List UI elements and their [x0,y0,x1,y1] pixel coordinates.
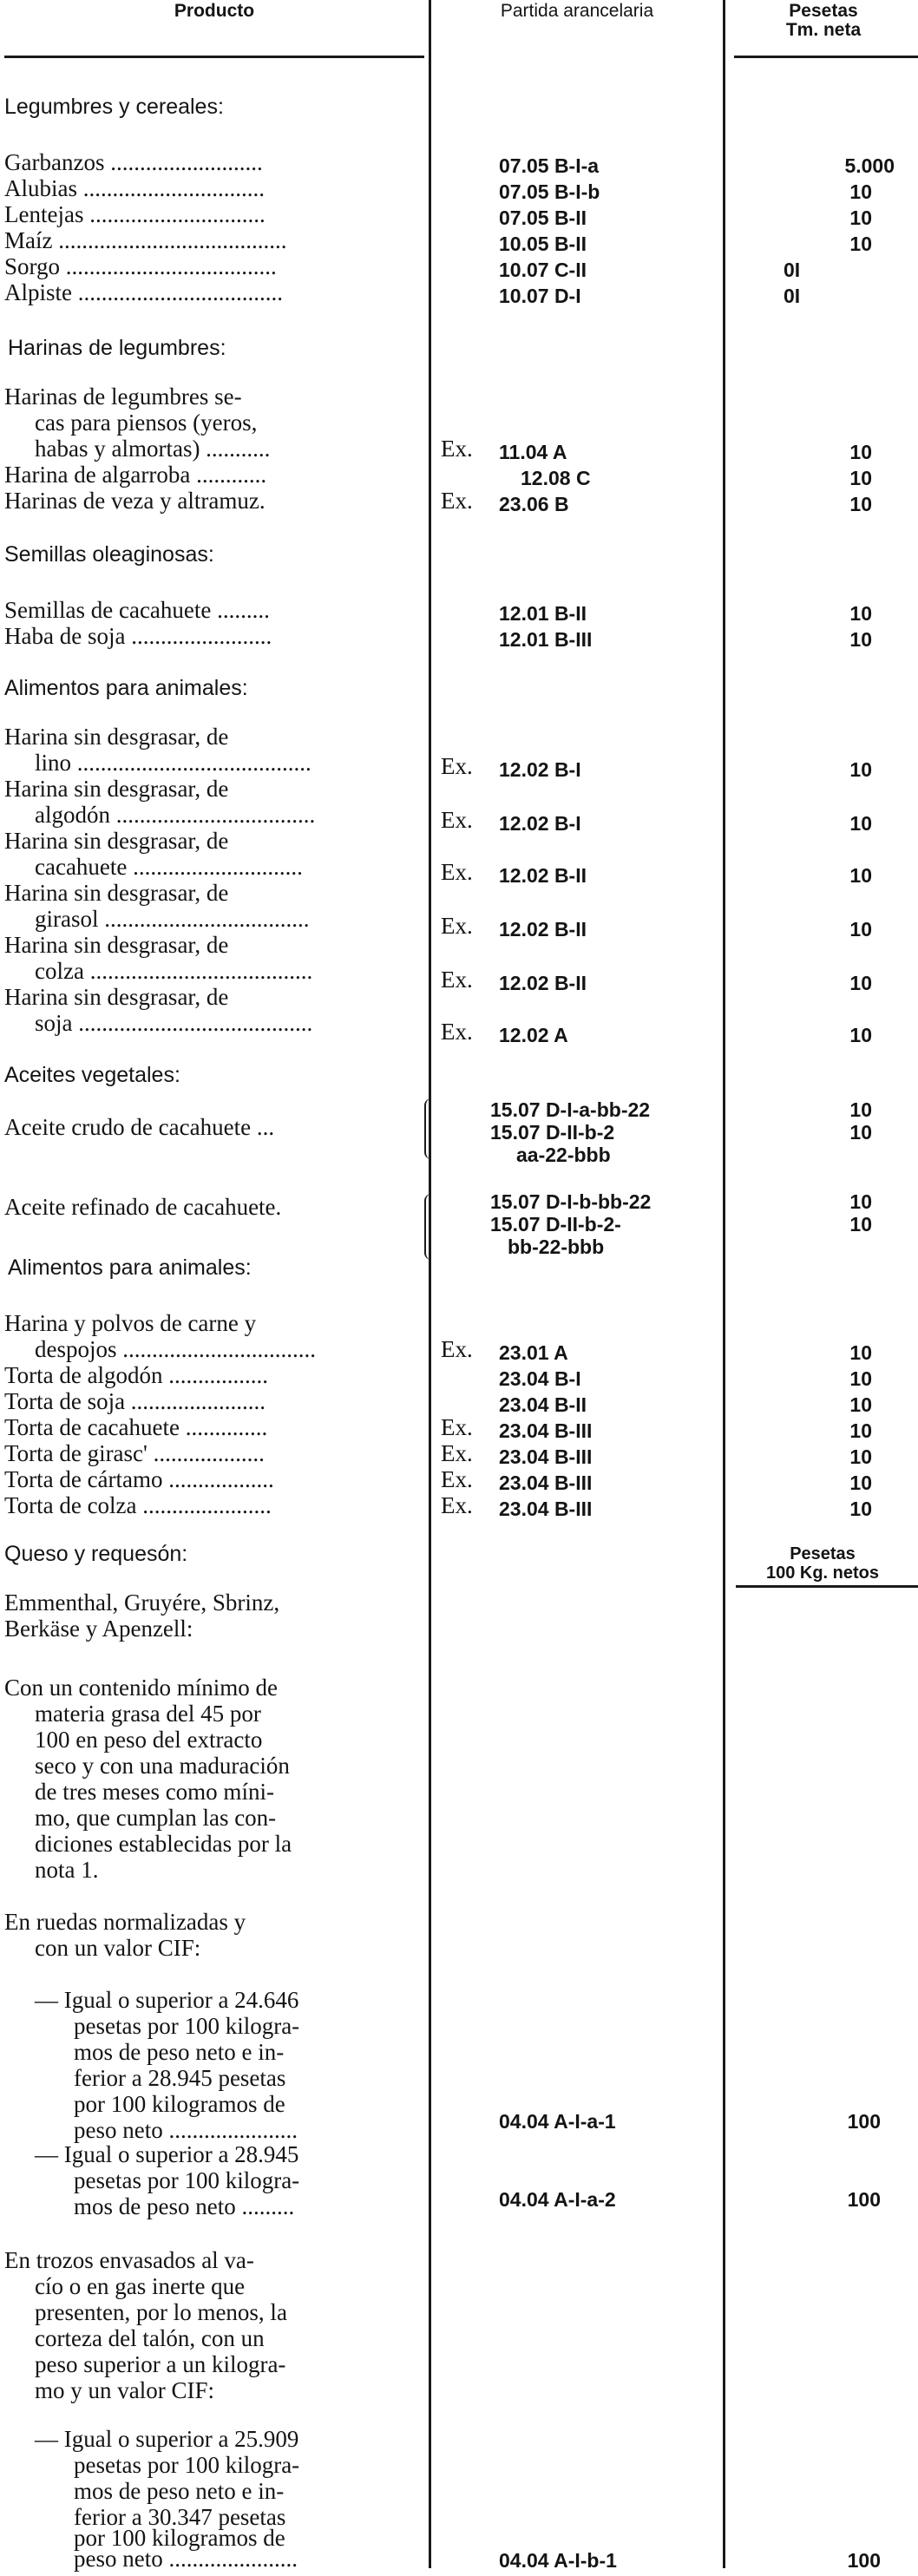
tariff-lentejas: 07.05 B-II [499,206,587,229]
value-torta-girasol: 10 [849,1445,872,1468]
value-lentejas: 10 [849,206,872,229]
queso-ruedas-l1: En ruedas normalizadas y [4,1909,246,1935]
tariff-soja-harina: 12.02 A [499,1024,568,1046]
value-aceite-crudo-1: 10 [849,1098,872,1121]
section-legumbres: Legumbres y cereales: [4,95,224,119]
value-queso-item2: 100 [847,2188,881,2211]
queso-cond-l5: de tres meses como míni- [35,1779,274,1805]
queso-cond-l6: mo, que cumplan las con- [35,1805,277,1831]
product-harinas-legumbres-l2: cas para piensos (yeros, [35,410,258,436]
queso-item2-l3: mos de peso neto ......... [74,2193,295,2219]
ex-cacahuete-harina: Ex. [441,859,473,885]
product-harinas-legumbres-l1: Harinas de legumbres se- [4,383,242,410]
value-girasol-harina: 10 [849,918,872,941]
tariff-girasol-harina: 12.02 B-II [499,918,587,941]
section-aceites: Aceites vegetales: [4,1063,180,1087]
value-torta-colza: 10 [849,1498,872,1520]
header-product: Producto [174,1,255,21]
ex-veza: Ex. [441,488,473,514]
queso-item3-l4: ferior a 30.347 pesetas [74,2504,286,2530]
tariff-maiz: 10.05 B-II [499,233,587,255]
column-divider-1 [429,0,431,2568]
value-soja-semillas: 10 [849,628,872,651]
ex-torta-colza: Ex. [441,1492,473,1518]
tariff-queso-item1: 04.04 A-I-a-1 [499,2110,616,2133]
queso-trozos-l1: En trozos envasados al va- [4,2247,254,2273]
value-aceite-refinado-1: 10 [849,1190,872,1213]
ex-soja-harina: Ex. [441,1019,473,1045]
queso-types-l2: Berkäse y Apenzell: [4,1616,193,1642]
header-unit-line2: Tm. neta [785,20,862,40]
tariff-soja-semillas: 12.01 B-III [499,628,593,651]
queso-item3-l5: por 100 kilogramos de [74,2525,285,2551]
header-rule-unit [734,56,918,58]
queso-trozos-l5: peso superior a un kilogra- [35,2351,286,2377]
unit2-line2: 100 Kg. netos [765,1563,880,1583]
ex-harinas-legumbres: Ex. [441,436,473,462]
tariff-torta-girasol: 23.04 B-III [499,1445,593,1468]
tariff-veza: 23.06 B [499,493,569,515]
value-harinas-legumbres: 10 [849,441,872,463]
ex-carne: Ex. [441,1336,473,1362]
value-queso-item1: 100 [847,2110,881,2133]
section-harinas-legumbres: Harinas de legumbres: [8,336,226,360]
product-harinas-legumbres-l3: habas y almortas) ........... [35,436,271,462]
product-girasol-harina-l2: girasol ................................... [35,906,310,932]
queso-item3-l3: mos de peso neto e in- [74,2478,285,2504]
value-torta-cartamo: 10 [849,1472,872,1494]
product-lentejas: Lentejas .............................. [4,201,266,227]
queso-item3-l2: pesetas por 100 kilogra- [74,2452,300,2478]
product-lino-l2: lino ........................................ [35,750,311,776]
value-maiz: 10 [849,233,872,255]
product-sorgo: Sorgo .................................... [4,253,277,279]
value-veza: 10 [849,493,872,515]
value-sorgo: 0I [784,259,801,281]
product-aceite-crudo: Aceite crudo de cacahuete ... [4,1114,275,1140]
value-cacahuete-semillas: 10 [849,602,872,625]
product-soja-harina-l2: soja ........................................ [35,1010,313,1036]
product-alubias: Alubias ............................... [4,175,265,201]
tariff-garbanzos: 07.05 B-I-a [499,154,600,177]
product-girasol-harina-l1: Harina sin desgrasar, de [4,880,229,906]
product-torta-girasol: Torta de girasc' ................... [4,1440,265,1466]
product-algodon-l2: algodón .................................. [35,802,316,828]
section-queso: Queso y requesón: [4,1542,188,1566]
product-algarroba: Harina de algarroba ............ [4,462,267,488]
product-algodon-l1: Harina sin desgrasar, de [4,776,229,802]
tariff-aceite-refinado-3: bb-22-bbb [508,1236,605,1258]
brace-aceite-crudo [424,1098,433,1159]
unit2-line1: Pesetas [790,1544,856,1563]
value-torta-soja: 10 [849,1393,872,1416]
product-cacahuete-semillas: Semillas de cacahuete ......... [4,597,270,623]
product-colza-harina-l2: colza ...................................... [35,958,313,984]
product-cacahuete-harina-l1: Harina sin desgrasar, de [4,828,229,854]
section-semillas: Semillas oleaginosas: [4,542,214,567]
value-cacahuete-harina: 10 [849,864,872,887]
product-soja-semillas: Haba de soja ........................ [4,623,272,649]
value-aceite-refinado-2: 10 [849,1213,872,1236]
queso-item2-l2: pesetas por 100 kilogra- [74,2167,300,2193]
product-soja-harina-l1: Harina sin desgrasar, de [4,984,229,1010]
product-cacahuete-harina-l2: cacahuete ............................. [35,854,303,880]
product-torta-soja: Torta de soja ....................... [4,1388,266,1414]
value-lino: 10 [849,758,872,781]
value-soja-harina: 10 [849,1024,872,1046]
queso-types-l1: Emmenthal, Gruyére, Sbrinz, [4,1590,280,1616]
tariff-harinas-legumbres: 11.04 A [499,441,567,463]
ex-algodon: Ex. [441,807,473,833]
product-torta-colza: Torta de colza ...................... [4,1492,272,1518]
tariff-sorgo: 10.07 C-II [499,259,587,281]
product-aceite-refinado: Aceite refinado de cacahuete. [4,1194,282,1220]
queso-item1-l3: mos de peso neto e in- [74,2039,285,2065]
tariff-algarroba: 12.08 C [521,467,591,489]
product-lino-l1: Harina sin desgrasar, de [4,724,229,750]
queso-item1-l1: — Igual o superior a 24.646 [35,1987,299,2013]
value-queso-item3: 100 [847,2549,881,2572]
tariff-cacahuete-harina: 12.02 B-II [499,864,587,887]
queso-cond-l7: diciones establecidas por la [35,1831,292,1857]
tariff-colza-harina: 12.02 B-II [499,972,587,994]
product-torta-cacahuete: Torta de cacahuete .............. [4,1414,268,1440]
tariff-torta-colza: 23.04 B-III [499,1498,593,1520]
value-colza-harina: 10 [849,972,872,994]
queso-cond-l8: nota 1. [35,1857,99,1883]
queso-cond-l4: seco y con una maduración [35,1753,290,1779]
value-torta-cacahuete: 10 [849,1419,872,1442]
queso-trozos-l3: presenten, por lo menos, la [35,2299,287,2325]
header-tariff: Partida arancelaria [500,1,654,21]
ex-colza-harina: Ex. [441,967,473,993]
queso-trozos-l4: corteza del talón, con un [35,2325,265,2351]
header-unit [729,2,918,40]
tariff-torta-soja: 23.04 B-II [499,1393,587,1416]
product-maiz: Maíz ....................................... [4,227,287,253]
queso-item3-l6: peso neto ...................... [74,2546,298,2572]
ex-torta-cartamo: Ex. [441,1466,473,1492]
queso-trozos-l6: mo y un valor CIF: [35,2377,214,2403]
product-veza: Harinas de veza y altramuz. [4,488,266,514]
queso-ruedas-l2: con un valor CIF: [35,1935,201,1961]
queso-item1-l6: peso neto ...................... [74,2117,298,2143]
tariff-alpiste: 10.07 D-I [499,285,581,307]
tariff-torta-cacahuete: 23.04 B-III [499,1419,593,1442]
value-alubias: 10 [849,180,872,203]
value-algarroba: 10 [849,467,872,489]
tariff-aceite-crudo-1: 15.07 D-I-a-bb-22 [490,1098,651,1121]
tariff-torta-algodon: 23.04 B-I [499,1367,581,1390]
tariff-torta-cartamo: 23.04 B-III [499,1472,593,1494]
queso-cond-l1: Con un contenido mínimo de [4,1675,278,1701]
ex-lino: Ex. [441,753,473,779]
queso-item2-l1: — Igual o superior a 28.945 [35,2141,299,2167]
header-rule-product [4,56,424,58]
value-alpiste: 0I [784,285,801,307]
product-torta-algodon: Torta de algodón ................. [4,1362,269,1388]
product-carne-l2: despojos ................................. [35,1336,316,1362]
product-torta-cartamo: Torta de cártamo .................. [4,1466,274,1492]
queso-item3-l1: — Igual o superior a 25.909 [35,2426,299,2452]
value-garbanzos: 5.000 [844,154,895,177]
queso-cond-l2: materia grasa del 45 por [35,1701,261,1727]
product-garbanzos: Garbanzos .......................... [4,149,263,175]
tariff-lino: 12.02 B-I [499,758,581,781]
tariff-algodon: 12.02 B-I [499,812,581,835]
value-carne: 10 [849,1341,872,1364]
column-divider-2 [723,0,725,2568]
ex-torta-cacahuete: Ex. [441,1414,473,1440]
tariff-aceite-crudo-2: 15.07 D-II-b-2 [490,1121,615,1144]
value-algodon: 10 [849,812,872,835]
section-alimentos-1: Alimentos para animales: [4,676,248,700]
value-torta-algodon: 10 [849,1367,872,1390]
queso-trozos-l2: cío o en gas inerte que [35,2273,246,2299]
unit2-header [727,1544,918,1583]
queso-item1-l5: por 100 kilogramos de [74,2091,285,2117]
unit2-rule [736,1585,918,1588]
tariff-carne: 23.01 A [499,1341,568,1364]
value-aceite-crudo-2: 10 [849,1121,872,1144]
tariff-cacahuete-semillas: 12.01 B-II [499,602,587,625]
ex-torta-girasol: Ex. [441,1440,473,1466]
product-colza-harina-l1: Harina sin desgrasar, de [4,932,229,958]
ex-girasol-harina: Ex. [441,913,473,939]
product-carne-l1: Harina y polvos de carne y [4,1310,257,1336]
tariff-alubias: 07.05 B-I-b [499,180,600,203]
product-alpiste: Alpiste ................................... [4,279,283,305]
tariff-aceite-refinado-2: 15.07 D-II-b-2- [490,1213,621,1236]
tariff-aceite-refinado-1: 15.07 D-I-b-bb-22 [490,1190,652,1213]
tariff-aceite-crudo-3: aa-22-bbb [516,1144,611,1166]
queso-item1-l4: ferior a 28.945 pesetas [74,2065,286,2091]
section-alimentos-2: Alimentos para animales: [8,1255,252,1280]
header-unit-line1: Pesetas [789,1,858,21]
tariff-queso-item3: 04.04 A-I-b-1 [499,2549,617,2572]
tariff-queso-item2: 04.04 A-I-a-2 [499,2188,616,2211]
queso-cond-l3: 100 en peso del extracto [35,1727,263,1753]
queso-item1-l2: pesetas por 100 kilogra- [74,2013,300,2039]
brace-aceite-refinado [424,1194,433,1260]
